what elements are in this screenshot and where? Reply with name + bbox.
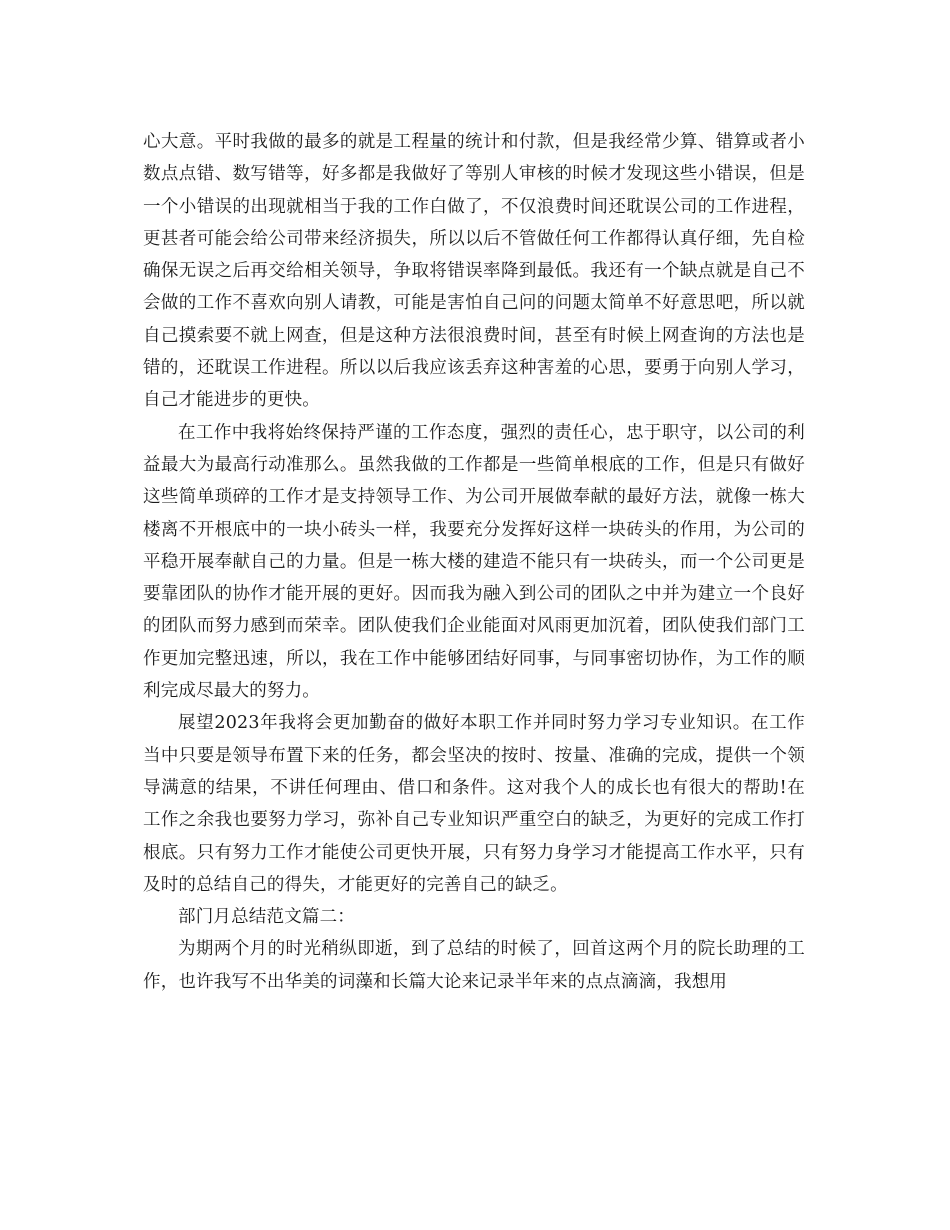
paragraph-3: 展望2023年我将会更加勤奋的做好本职工作并同时努力学习专业知识。在工作当中只要是领导布置下来的任务，都会坚决的按时、按量、准确的完成，提供一个领导满意的结果，不讲任何理由、借口和条件。这对我个人的成长也有很大的帮助!在工作之余我也要努力学习，弥补自己专业知识严重空白的缺乏，为更好的完成工作打根底。只有努力工作才能使公司更快开展，只有努力身学习才能提高工作水平，只有及时的总结自己的得失，才能更好的完善自己的缺乏。 xyxy=(143,713,805,895)
paragraph-4: 为期两个月的时光稍纵即逝，到了总结的时候了，回首这两个月的院长助理的工作，也许我写不出华美的词藻和长篇大论来记录半年来的点点滴滴，我想用 xyxy=(143,939,805,992)
paragraph-1: 心大意。平时我做的最多的就是工程量的统计和付款，但是我经常少算、错算或者小数点点错、数写错等，好多都是我做好了等别人审核的时候才发现这些小错误，但是一个小错误的出现就相当于我的工作白做了，不仅浪费时间还耽误公司的工作进程，更甚者可能会给公司带来经济损失，所以以后不管做任何工作都得认真仔细，先自检确保无误之后再交给相关领导，争取将错误率降到最低。我还有一个缺点就是自己不会做的工作不喜欢向别人请教，可能是害怕自己问的问题太简单不好意思吧，所以就自己摸索要不就上网查，但是这种方法很浪费时间，甚至有时候上网查询的方法也是错的，还耽误工作进程。所以以后我应该丢弃这种害羞的心思，要勇于向别人学习，自己才能进步的更快。 xyxy=(143,132,805,411)
document-body xyxy=(143,126,805,998)
section-heading: 部门月总结范文篇二： xyxy=(178,907,355,928)
paragraph-2: 在工作中我将始终保持严谨的工作态度，强烈的责任心，忠于职守，以公司的利益最大为最高行动准那么。虽然我做的工作都是一些简单根底的工作，但是只有做好这些简单琐碎的工作才是支持领导工作、为公司开展做奉献的最好方法，就像一栋大楼离不开根底中的一块小砖头一样，我要充分发挥好这样一块砖头的作用，为公司的平稳开展奉献自己的力量。但是一栋大楼的建造不能只有一块砖头，而一个公司更是要靠团队的协作才能开展的更好。因而我为融入到公司的团队之中并为建立一个良好的团队而努力感到而荣幸。团队使我们企业能面对风雨更加沉着，团队使我们部门工作更加完整迅速，所以，我在工作中能够团结好同事，与同事密切协作，为工作的顺利完成尽最大的努力。 xyxy=(143,422,805,702)
